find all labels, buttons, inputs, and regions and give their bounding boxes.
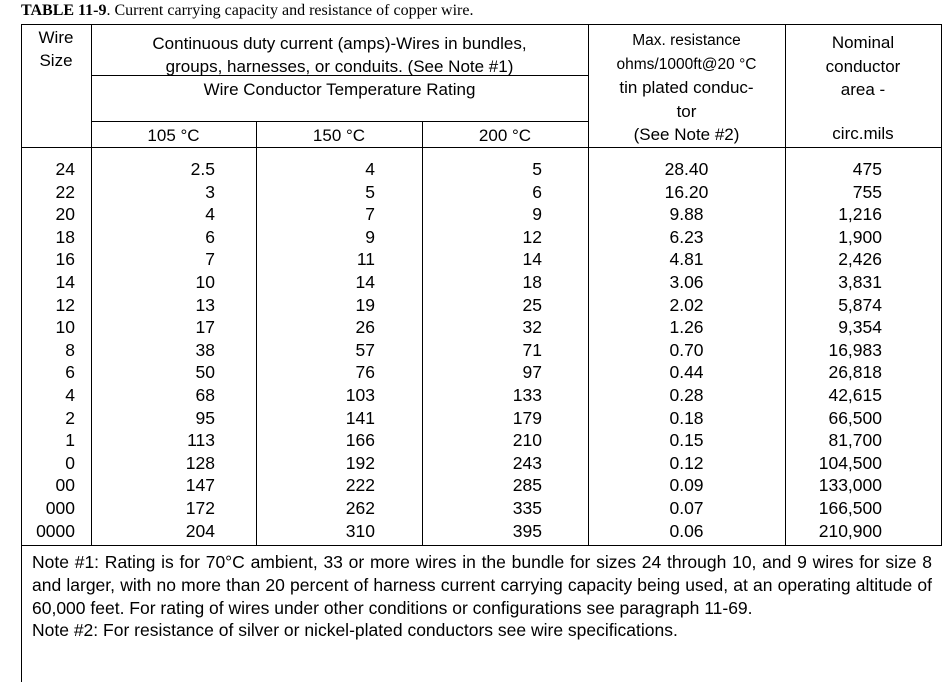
cell-wire-size: 6 bbox=[65, 362, 75, 383]
cell-resistance: 4.81 bbox=[669, 249, 704, 270]
cell-wire-size: 0 bbox=[65, 452, 75, 473]
cell-200c: 97 bbox=[522, 362, 542, 383]
cell-wire-size: 20 bbox=[55, 204, 75, 225]
cell-150c: 26 bbox=[355, 317, 375, 338]
cell-area: 1,216 bbox=[838, 204, 882, 225]
cell-resistance: 2.02 bbox=[669, 294, 704, 315]
cell-150c: 166 bbox=[345, 430, 375, 451]
wire-capacity-table bbox=[21, 24, 943, 682]
cell-150c: 9 bbox=[365, 226, 375, 247]
cell-wire-size: 4 bbox=[65, 385, 75, 405]
header-line: tin plated conduc- bbox=[619, 78, 754, 97]
cell-resistance: 3.06 bbox=[669, 272, 704, 292]
cell-resistance: 9.88 bbox=[669, 204, 704, 225]
cell-105c: 68 bbox=[195, 385, 215, 405]
cell-105c: 3 bbox=[205, 181, 215, 202]
header-divider bbox=[91, 121, 588, 122]
cell-150c: 310 bbox=[345, 520, 375, 541]
cell-wire-size: 16 bbox=[55, 249, 75, 270]
cell-area: 755 bbox=[852, 181, 882, 202]
cell-wire-size: 24 bbox=[55, 159, 75, 179]
header-continuous-duty bbox=[91, 32, 588, 78]
cell-area: 133,000 bbox=[818, 475, 882, 496]
cell-resistance: 0.44 bbox=[669, 362, 704, 383]
cell-200c: 179 bbox=[512, 407, 542, 428]
header-temperature-rating: Wire Conductor Temperature Rating bbox=[203, 80, 476, 99]
header-line: Wire bbox=[38, 28, 74, 47]
cell-resistance: 16.20 bbox=[664, 181, 709, 202]
cell-200c: 285 bbox=[512, 475, 542, 496]
cell-area: 104,500 bbox=[818, 452, 882, 473]
header-150c: 150 °C bbox=[312, 126, 366, 145]
cell-200c: 335 bbox=[512, 498, 542, 518]
cell-150c: 141 bbox=[345, 407, 375, 428]
cell-200c: 18 bbox=[522, 272, 542, 292]
cell-wire-size: 2 bbox=[65, 407, 75, 428]
header-105c: 105 °C bbox=[147, 126, 200, 145]
cell-105c: 13 bbox=[195, 294, 215, 315]
note-1: Note #1: Rating is for 70°C ambient, 33 or more wires in the bundle for sizes 24 through 10, and 9 wires for size 8 and larger, with no more than 20 percent of harness current carrying capacity being used, at an operating altitude of 60,000 feet. For rating of wires under other conditions or configurations see paragraph 11-69. bbox=[32, 552, 932, 618]
header-max-resistance bbox=[588, 29, 785, 147]
cell-105c: 7 bbox=[205, 249, 215, 270]
cell-105c: 4 bbox=[205, 204, 215, 225]
cell-area: 3,831 bbox=[838, 272, 882, 292]
cell-105c: 147 bbox=[185, 475, 215, 496]
cell-resistance: 0.15 bbox=[669, 430, 704, 451]
cell-105c: 204 bbox=[185, 520, 215, 541]
cell-105c: 113 bbox=[187, 430, 215, 451]
cell-150c: 192 bbox=[345, 452, 375, 473]
cell-area: 42,615 bbox=[828, 385, 882, 405]
cell-150c: 222 bbox=[345, 475, 375, 496]
table-border-top bbox=[21, 24, 942, 25]
cell-resistance: 6.23 bbox=[669, 226, 704, 247]
cell-105c: 2.5 bbox=[190, 159, 215, 179]
header-line: groups, harnesses, or conduits. (See Note #1) bbox=[165, 57, 514, 76]
cell-105c: 172 bbox=[185, 498, 215, 518]
header-line: Continuous duty current (amps)-Wires in bundles, bbox=[152, 34, 527, 53]
cell-resistance: 0.09 bbox=[669, 475, 704, 496]
cell-resistance: 0.18 bbox=[669, 407, 704, 428]
cell-area: 166,500 bbox=[818, 498, 882, 518]
cell-200c: 5 bbox=[532, 159, 542, 179]
cell-resistance: 0.28 bbox=[669, 385, 704, 405]
cell-105c: 95 bbox=[195, 407, 215, 428]
cell-wire-size: 00 bbox=[55, 475, 75, 496]
header-line: Max. resistance bbox=[632, 32, 741, 49]
cell-105c: 128 bbox=[185, 452, 215, 473]
header-200c: 200 °C bbox=[478, 126, 532, 145]
cell-wire-size: 14 bbox=[55, 272, 75, 292]
cell-150c: 5 bbox=[365, 181, 375, 202]
cell-200c: 210 bbox=[512, 430, 542, 451]
cell-105c: 17 bbox=[195, 317, 215, 338]
header-wire-size bbox=[21, 26, 91, 72]
table-caption bbox=[21, 2, 473, 20]
cell-resistance: 0.12 bbox=[669, 452, 704, 473]
cell-area: 16,983 bbox=[828, 339, 882, 360]
table-border-right bbox=[941, 24, 942, 546]
cell-105c: 6 bbox=[205, 226, 215, 247]
header-line: conductor bbox=[825, 56, 901, 76]
header-bottom-rule bbox=[21, 147, 942, 148]
cell-200c: 25 bbox=[522, 294, 542, 315]
cell-105c: 38 bbox=[195, 339, 215, 360]
cell-resistance: 0.70 bbox=[669, 339, 704, 360]
cell-150c: 76 bbox=[355, 362, 375, 383]
cell-150c: 11 bbox=[356, 249, 375, 270]
cell-area: 66,500 bbox=[828, 407, 882, 428]
cell-wire-size: 0000 bbox=[36, 520, 75, 541]
cell-wire-size: 18 bbox=[55, 226, 75, 247]
header-line: circ.mils bbox=[832, 123, 894, 143]
header-line bbox=[785, 102, 941, 122]
cell-200c: 133 bbox=[512, 385, 542, 405]
cell-200c: 12 bbox=[522, 226, 542, 247]
cell-200c: 71 bbox=[522, 339, 542, 360]
cell-area: 26,818 bbox=[828, 362, 882, 383]
cell-wire-size: 000 bbox=[45, 498, 75, 518]
cell-150c: 103 bbox=[345, 385, 375, 405]
cell-area: 1,900 bbox=[838, 226, 882, 247]
cell-wire-size: 1 bbox=[65, 430, 75, 451]
cell-105c: 10 bbox=[195, 272, 215, 292]
cell-200c: 14 bbox=[522, 249, 542, 270]
header-line: Size bbox=[39, 51, 73, 70]
cell-150c: 262 bbox=[345, 498, 375, 518]
cell-area: 9,354 bbox=[838, 317, 882, 338]
cell-area: 5,874 bbox=[838, 294, 882, 315]
cell-200c: 395 bbox=[512, 520, 542, 541]
cell-resistance: 28.40 bbox=[664, 159, 709, 179]
cell-area: 475 bbox=[852, 159, 882, 179]
cell-area: 210,900 bbox=[818, 520, 882, 541]
cell-150c: 19 bbox=[355, 294, 375, 315]
header-line: (See Note #2) bbox=[633, 125, 740, 144]
cell-150c: 4 bbox=[365, 159, 375, 179]
header-line: ohms/1000ft@20 °C bbox=[616, 55, 757, 73]
cell-area: 81,700 bbox=[828, 430, 882, 451]
cell-resistance: 0.07 bbox=[669, 498, 704, 518]
cell-wire-size: 10 bbox=[55, 317, 75, 338]
cell-area: 2,426 bbox=[838, 249, 882, 270]
cell-150c: 14 bbox=[355, 272, 375, 292]
cell-150c: 57 bbox=[355, 339, 375, 360]
header-line: tor bbox=[676, 101, 697, 121]
note-2: Note #2: For resistance of silver or nickel-plated conductors see wire specifications. bbox=[32, 620, 678, 641]
cell-150c: 7 bbox=[365, 204, 375, 225]
table-title: . Current carrying capacity and resistance of copper wire. bbox=[106, 2, 474, 19]
header-line: Nominal bbox=[831, 33, 895, 52]
header-line: area - bbox=[840, 80, 886, 99]
table-number: TABLE 11-9 bbox=[21, 2, 107, 19]
cell-200c: 6 bbox=[532, 181, 542, 202]
table-notes bbox=[32, 551, 932, 642]
cell-resistance: 0.06 bbox=[669, 520, 704, 541]
cell-wire-size: 8 bbox=[65, 339, 75, 360]
cell-200c: 9 bbox=[532, 204, 542, 225]
cell-resistance: 1.26 bbox=[669, 317, 704, 338]
header-nominal-area bbox=[785, 31, 941, 145]
cell-wire-size: 12 bbox=[55, 294, 75, 315]
cell-105c: 50 bbox=[195, 362, 215, 383]
cell-wire-size: 22 bbox=[55, 181, 75, 202]
cell-200c: 32 bbox=[522, 317, 542, 338]
cell-200c: 243 bbox=[512, 452, 542, 473]
body-bottom-rule bbox=[21, 545, 942, 546]
